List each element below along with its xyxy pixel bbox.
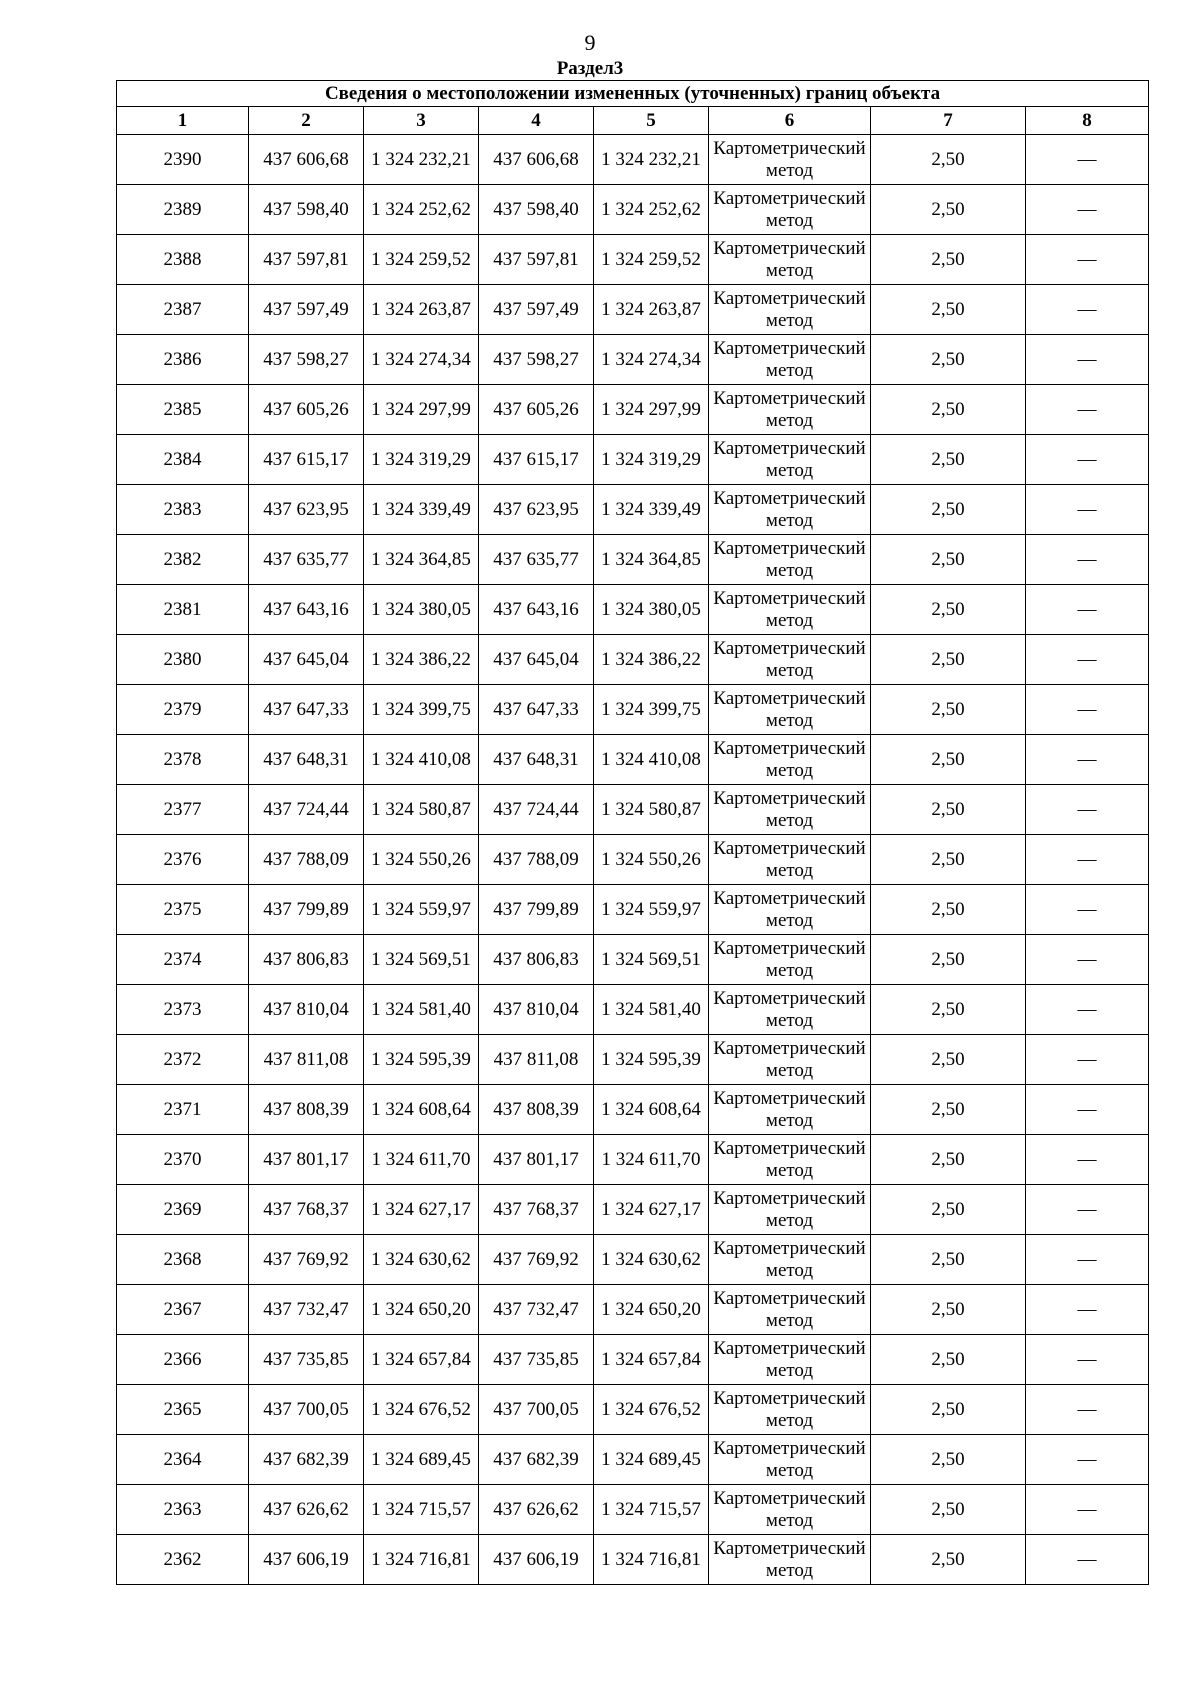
accuracy-cell: 2,50: [871, 635, 1026, 685]
y-new-cell: 1 324 611,70: [594, 1135, 709, 1185]
accuracy-cell: 2,50: [871, 835, 1026, 885]
method-cell: Картометрический метод: [709, 1235, 871, 1285]
method-cell: Картометрический метод: [709, 535, 871, 585]
y-new-cell: 1 324 232,21: [594, 135, 709, 185]
method-cell: Картометрический метод: [709, 1485, 871, 1535]
x-new-cell: 437 648,31: [479, 735, 594, 785]
accuracy-cell: 2,50: [871, 235, 1026, 285]
method-cell: Картометрический метод: [709, 835, 871, 885]
x-old-cell: 437 597,81: [249, 235, 364, 285]
description-cell: —: [1026, 1335, 1149, 1385]
x-old-cell: 437 647,33: [249, 685, 364, 735]
accuracy-cell: 2,50: [871, 1235, 1026, 1285]
x-new-cell: 437 635,77: [479, 535, 594, 585]
accuracy-cell: 2,50: [871, 1385, 1026, 1435]
x-old-cell: 437 623,95: [249, 485, 364, 535]
table-row: [117, 1085, 1149, 1135]
method-cell: Картометрический метод: [709, 235, 871, 285]
method-cell: Картометрический метод: [709, 335, 871, 385]
table-row: [117, 685, 1149, 735]
x-old-cell: 437 598,40: [249, 185, 364, 235]
point-number-cell: 2384: [117, 435, 249, 485]
table-row: [117, 235, 1149, 285]
method-cell: Картометрический метод: [709, 635, 871, 685]
x-new-cell: 437 769,92: [479, 1235, 594, 1285]
y-old-cell: 1 324 569,51: [364, 935, 479, 985]
y-new-cell: 1 324 319,29: [594, 435, 709, 485]
y-old-cell: 1 324 715,57: [364, 1485, 479, 1535]
point-number-cell: 2383: [117, 485, 249, 535]
description-cell: —: [1026, 735, 1149, 785]
x-new-cell: 437 724,44: [479, 785, 594, 835]
description-cell: —: [1026, 535, 1149, 585]
description-cell: —: [1026, 1235, 1149, 1285]
x-new-cell: 437 615,17: [479, 435, 594, 485]
column-number-header: 2: [249, 107, 364, 135]
column-number-header: 4: [479, 107, 594, 135]
description-cell: —: [1026, 685, 1149, 735]
y-old-cell: 1 324 339,49: [364, 485, 479, 535]
y-new-cell: 1 324 676,52: [594, 1385, 709, 1435]
y-new-cell: 1 324 252,62: [594, 185, 709, 235]
x-new-cell: 437 626,62: [479, 1485, 594, 1535]
description-cell: —: [1026, 1085, 1149, 1135]
method-cell: Картометрический метод: [709, 1385, 871, 1435]
description-cell: —: [1026, 985, 1149, 1035]
x-old-cell: 437 635,77: [249, 535, 364, 585]
y-old-cell: 1 324 559,97: [364, 885, 479, 935]
method-cell: Картометрический метод: [709, 785, 871, 835]
y-old-cell: 1 324 550,26: [364, 835, 479, 885]
description-cell: —: [1026, 1485, 1149, 1535]
table-row: [117, 185, 1149, 235]
method-cell: Картометрический метод: [709, 585, 871, 635]
accuracy-cell: 2,50: [871, 1285, 1026, 1335]
point-number-cell: 2364: [117, 1435, 249, 1485]
y-old-cell: 1 324 608,64: [364, 1085, 479, 1135]
x-new-cell: 437 598,40: [479, 185, 594, 235]
method-cell: Картометрический метод: [709, 685, 871, 735]
x-new-cell: 437 606,68: [479, 135, 594, 185]
y-new-cell: 1 324 386,22: [594, 635, 709, 685]
y-old-cell: 1 324 581,40: [364, 985, 479, 1035]
y-new-cell: 1 324 364,85: [594, 535, 709, 585]
y-old-cell: 1 324 386,22: [364, 635, 479, 685]
y-old-cell: 1 324 627,17: [364, 1185, 479, 1235]
y-old-cell: 1 324 689,45: [364, 1435, 479, 1485]
y-old-cell: 1 324 611,70: [364, 1135, 479, 1185]
y-new-cell: 1 324 380,05: [594, 585, 709, 635]
accuracy-cell: 2,50: [871, 785, 1026, 835]
boundary-coordinates-table: [116, 80, 1149, 1585]
accuracy-cell: 2,50: [871, 1085, 1026, 1135]
table-row: [117, 1335, 1149, 1385]
accuracy-cell: 2,50: [871, 485, 1026, 535]
method-cell: Картометрический метод: [709, 885, 871, 935]
y-old-cell: 1 324 232,21: [364, 135, 479, 185]
table-row: [117, 985, 1149, 1035]
y-new-cell: 1 324 715,57: [594, 1485, 709, 1535]
x-new-cell: 437 788,09: [479, 835, 594, 885]
description-cell: —: [1026, 1285, 1149, 1335]
table-row: [117, 635, 1149, 685]
table-row: [117, 1435, 1149, 1485]
column-number-header: 7: [871, 107, 1026, 135]
table-row: [117, 1185, 1149, 1235]
y-new-cell: 1 324 608,64: [594, 1085, 709, 1135]
x-new-cell: 437 598,27: [479, 335, 594, 385]
description-cell: —: [1026, 435, 1149, 485]
column-number-header: 8: [1026, 107, 1149, 135]
y-new-cell: 1 324 716,81: [594, 1535, 709, 1585]
x-new-cell: 437 647,33: [479, 685, 594, 735]
description-cell: —: [1026, 585, 1149, 635]
table-row: [117, 1385, 1149, 1435]
y-new-cell: 1 324 650,20: [594, 1285, 709, 1335]
point-number-cell: 2365: [117, 1385, 249, 1435]
table-body: [117, 135, 1149, 1585]
table-row: [117, 585, 1149, 635]
y-new-cell: 1 324 410,08: [594, 735, 709, 785]
y-new-cell: 1 324 630,62: [594, 1235, 709, 1285]
table-row: [117, 835, 1149, 885]
x-new-cell: 437 735,85: [479, 1335, 594, 1385]
accuracy-cell: 2,50: [871, 735, 1026, 785]
point-number-cell: 2378: [117, 735, 249, 785]
x-old-cell: 437 648,31: [249, 735, 364, 785]
x-new-cell: 437 810,04: [479, 985, 594, 1035]
description-cell: —: [1026, 1135, 1149, 1185]
y-new-cell: 1 324 550,26: [594, 835, 709, 885]
table-row: [117, 1035, 1149, 1085]
x-new-cell: 437 732,47: [479, 1285, 594, 1335]
description-cell: —: [1026, 1035, 1149, 1085]
y-old-cell: 1 324 676,52: [364, 1385, 479, 1435]
x-old-cell: 437 645,04: [249, 635, 364, 685]
table-row: [117, 1135, 1149, 1185]
point-number-cell: 2379: [117, 685, 249, 735]
point-number-cell: 2375: [117, 885, 249, 935]
point-number-cell: 2370: [117, 1135, 249, 1185]
point-number-cell: 2382: [117, 535, 249, 585]
point-number-cell: 2363: [117, 1485, 249, 1535]
method-cell: Картометрический метод: [709, 285, 871, 335]
x-old-cell: 437 626,62: [249, 1485, 364, 1535]
method-cell: Картометрический метод: [709, 385, 871, 435]
x-old-cell: 437 806,83: [249, 935, 364, 985]
y-old-cell: 1 324 364,85: [364, 535, 479, 585]
description-cell: —: [1026, 185, 1149, 235]
point-number-cell: 2377: [117, 785, 249, 835]
accuracy-cell: 2,50: [871, 185, 1026, 235]
point-number-cell: 2381: [117, 585, 249, 635]
x-new-cell: 437 643,16: [479, 585, 594, 635]
point-number-cell: 2367: [117, 1285, 249, 1335]
table-row: [117, 285, 1149, 335]
x-old-cell: 437 732,47: [249, 1285, 364, 1335]
accuracy-cell: 2,50: [871, 385, 1026, 435]
point-number-cell: 2371: [117, 1085, 249, 1135]
y-old-cell: 1 324 319,29: [364, 435, 479, 485]
y-new-cell: 1 324 595,39: [594, 1035, 709, 1085]
column-number-header: 5: [594, 107, 709, 135]
accuracy-cell: 2,50: [871, 1135, 1026, 1185]
description-cell: —: [1026, 335, 1149, 385]
x-old-cell: 437 799,89: [249, 885, 364, 935]
x-old-cell: 437 606,19: [249, 1535, 364, 1585]
table-row: [117, 935, 1149, 985]
y-new-cell: 1 324 559,97: [594, 885, 709, 935]
accuracy-cell: 2,50: [871, 1485, 1026, 1535]
method-cell: Картометрический метод: [709, 1135, 871, 1185]
y-old-cell: 1 324 297,99: [364, 385, 479, 435]
point-number-cell: 2376: [117, 835, 249, 885]
y-new-cell: 1 324 263,87: [594, 285, 709, 335]
y-new-cell: 1 324 399,75: [594, 685, 709, 735]
point-number-cell: 2373: [117, 985, 249, 1035]
method-cell: Картометрический метод: [709, 1435, 871, 1485]
column-number-header: 1: [117, 107, 249, 135]
method-cell: Картометрический метод: [709, 485, 871, 535]
y-new-cell: 1 324 627,17: [594, 1185, 709, 1235]
description-cell: —: [1026, 635, 1149, 685]
point-number-cell: 2366: [117, 1335, 249, 1385]
y-old-cell: 1 324 657,84: [364, 1335, 479, 1385]
x-old-cell: 437 700,05: [249, 1385, 364, 1435]
description-cell: —: [1026, 235, 1149, 285]
x-old-cell: 437 768,37: [249, 1185, 364, 1235]
x-old-cell: 437 810,04: [249, 985, 364, 1035]
table-row: [117, 885, 1149, 935]
description-cell: —: [1026, 835, 1149, 885]
method-cell: Картометрический метод: [709, 1535, 871, 1585]
description-cell: —: [1026, 935, 1149, 985]
x-new-cell: 437 682,39: [479, 1435, 594, 1485]
accuracy-cell: 2,50: [871, 285, 1026, 335]
table-row: [117, 385, 1149, 435]
y-old-cell: 1 324 630,62: [364, 1235, 479, 1285]
method-cell: Картометрический метод: [709, 1035, 871, 1085]
x-new-cell: 437 605,26: [479, 385, 594, 435]
table-row: [117, 435, 1149, 485]
point-number-cell: 2368: [117, 1235, 249, 1285]
x-new-cell: 437 808,39: [479, 1085, 594, 1135]
description-cell: —: [1026, 135, 1149, 185]
x-new-cell: 437 597,49: [479, 285, 594, 335]
y-new-cell: 1 324 581,40: [594, 985, 709, 1035]
description-cell: —: [1026, 1535, 1149, 1585]
column-number-header: 6: [709, 107, 871, 135]
y-new-cell: 1 324 339,49: [594, 485, 709, 535]
point-number-cell: 2388: [117, 235, 249, 285]
y-new-cell: 1 324 259,52: [594, 235, 709, 285]
table-row: [117, 1535, 1149, 1585]
x-new-cell: 437 811,08: [479, 1035, 594, 1085]
y-old-cell: 1 324 650,20: [364, 1285, 479, 1335]
table-row: [117, 135, 1149, 185]
point-number-cell: 2372: [117, 1035, 249, 1085]
x-new-cell: 437 799,89: [479, 885, 594, 935]
x-new-cell: 437 700,05: [479, 1385, 594, 1435]
description-cell: —: [1026, 1185, 1149, 1235]
method-cell: Картометрический метод: [709, 185, 871, 235]
method-cell: Картометрический метод: [709, 735, 871, 785]
accuracy-cell: 2,50: [871, 985, 1026, 1035]
x-old-cell: 437 605,26: [249, 385, 364, 435]
point-number-cell: 2389: [117, 185, 249, 235]
y-new-cell: 1 324 689,45: [594, 1435, 709, 1485]
y-old-cell: 1 324 380,05: [364, 585, 479, 635]
y-new-cell: 1 324 569,51: [594, 935, 709, 985]
accuracy-cell: 2,50: [871, 1535, 1026, 1585]
accuracy-cell: 2,50: [871, 1335, 1026, 1385]
point-number-cell: 2369: [117, 1185, 249, 1235]
method-cell: Картометрический метод: [709, 435, 871, 485]
y-old-cell: 1 324 259,52: [364, 235, 479, 285]
x-old-cell: 437 788,09: [249, 835, 364, 885]
description-cell: —: [1026, 785, 1149, 835]
method-cell: Картометрический метод: [709, 1335, 871, 1385]
point-number-cell: 2385: [117, 385, 249, 435]
accuracy-cell: 2,50: [871, 135, 1026, 185]
method-cell: Картометрический метод: [709, 1185, 871, 1235]
x-new-cell: 437 801,17: [479, 1135, 594, 1185]
description-cell: —: [1026, 285, 1149, 335]
point-number-cell: 2380: [117, 635, 249, 685]
x-old-cell: 437 598,27: [249, 335, 364, 385]
table-caption: Сведения о местоположении измененных (уточненных) границ объекта: [117, 81, 1149, 107]
y-old-cell: 1 324 580,87: [364, 785, 479, 835]
table-row: [117, 785, 1149, 835]
y-new-cell: 1 324 297,99: [594, 385, 709, 435]
method-cell: Картометрический метод: [709, 935, 871, 985]
point-number-cell: 2386: [117, 335, 249, 385]
y-old-cell: 1 324 716,81: [364, 1535, 479, 1585]
x-new-cell: 437 645,04: [479, 635, 594, 685]
accuracy-cell: 2,50: [871, 335, 1026, 385]
table-row: [117, 335, 1149, 385]
x-old-cell: 437 682,39: [249, 1435, 364, 1485]
accuracy-cell: 2,50: [871, 1035, 1026, 1085]
accuracy-cell: 2,50: [871, 685, 1026, 735]
y-old-cell: 1 324 410,08: [364, 735, 479, 785]
accuracy-cell: 2,50: [871, 435, 1026, 485]
x-old-cell: 437 735,85: [249, 1335, 364, 1385]
x-old-cell: 437 801,17: [249, 1135, 364, 1185]
x-old-cell: 437 811,08: [249, 1035, 364, 1085]
y-old-cell: 1 324 263,87: [364, 285, 479, 335]
table-row: [117, 1285, 1149, 1335]
y-new-cell: 1 324 657,84: [594, 1335, 709, 1385]
y-old-cell: 1 324 595,39: [364, 1035, 479, 1085]
y-old-cell: 1 324 274,34: [364, 335, 479, 385]
description-cell: —: [1026, 485, 1149, 535]
method-cell: Картометрический метод: [709, 135, 871, 185]
column-number-header: 3: [364, 107, 479, 135]
x-old-cell: 437 724,44: [249, 785, 364, 835]
x-new-cell: 437 768,37: [479, 1185, 594, 1235]
accuracy-cell: 2,50: [871, 935, 1026, 985]
x-old-cell: 437 606,68: [249, 135, 364, 185]
x-old-cell: 437 615,17: [249, 435, 364, 485]
point-number-cell: 2362: [117, 1535, 249, 1585]
accuracy-cell: 2,50: [871, 585, 1026, 635]
method-cell: Картометрический метод: [709, 1285, 871, 1335]
x-old-cell: 437 643,16: [249, 585, 364, 635]
method-cell: Картометрический метод: [709, 1085, 871, 1135]
section-title: Раздел3: [556, 58, 624, 79]
y-new-cell: 1 324 580,87: [594, 785, 709, 835]
accuracy-cell: 2,50: [871, 1435, 1026, 1485]
description-cell: —: [1026, 1435, 1149, 1485]
method-cell: Картометрический метод: [709, 985, 871, 1035]
x-new-cell: 437 597,81: [479, 235, 594, 285]
x-old-cell: 437 769,92: [249, 1235, 364, 1285]
description-cell: —: [1026, 385, 1149, 435]
page-number: 9: [584, 30, 596, 55]
table-row: [117, 735, 1149, 785]
column-number-row: [117, 107, 1149, 135]
description-cell: —: [1026, 885, 1149, 935]
accuracy-cell: 2,50: [871, 535, 1026, 585]
x-old-cell: 437 597,49: [249, 285, 364, 335]
accuracy-cell: 2,50: [871, 885, 1026, 935]
y-old-cell: 1 324 252,62: [364, 185, 479, 235]
y-new-cell: 1 324 274,34: [594, 335, 709, 385]
description-cell: —: [1026, 1385, 1149, 1435]
point-number-cell: 2374: [117, 935, 249, 985]
table-row: [117, 1485, 1149, 1535]
x-new-cell: 437 623,95: [479, 485, 594, 535]
point-number-cell: 2390: [117, 135, 249, 185]
y-old-cell: 1 324 399,75: [364, 685, 479, 735]
point-number-cell: 2387: [117, 285, 249, 335]
x-new-cell: 437 606,19: [479, 1535, 594, 1585]
x-new-cell: 437 806,83: [479, 935, 594, 985]
table-row: [117, 1235, 1149, 1285]
table-row: [117, 485, 1149, 535]
table-row: [117, 535, 1149, 585]
x-old-cell: 437 808,39: [249, 1085, 364, 1135]
accuracy-cell: 2,50: [871, 1185, 1026, 1235]
